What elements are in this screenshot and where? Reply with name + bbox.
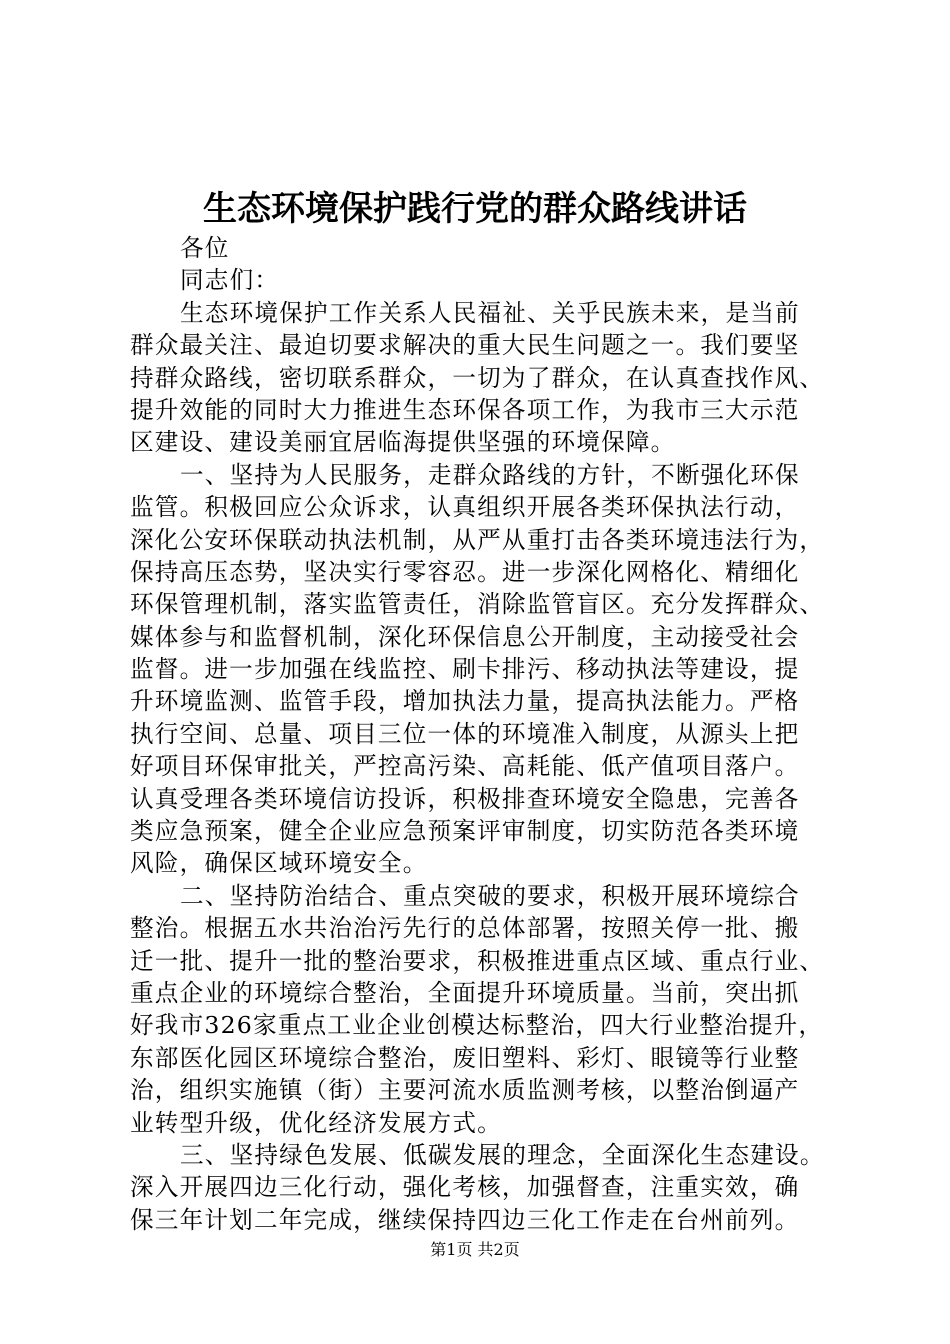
text-line: 类应急预案，健全企业应急预案评审制度，切实防范各类环境 [130, 817, 800, 846]
text-line: 保持高压态势，坚决实行零容忍。进一步深化网格化、精细化 [130, 557, 800, 586]
text-line: 风险，确保区域环境安全。 [130, 849, 428, 878]
text-line: 深入开展四边三化行动，强化考核，加强督查，注重实效，确 [130, 1173, 800, 1202]
text-line: 同志们： [180, 266, 280, 295]
text-line: 一、坚持为人民服务，走群众路线的方针，不断强化环保 [180, 460, 800, 489]
text-line: 迁一批、提升一批的整治要求，积极推进重点区域、重点行业、 [130, 946, 825, 975]
text-line: 重点企业的环境综合整治，全面提升环境质量。当前，突出抓 [130, 978, 800, 1007]
text-line: 媒体参与和监督机制，深化环保信息公开制度，主动接受社会 [130, 622, 800, 651]
text-line: 持群众路线，密切联系群众，一切为了群众，在认真查找作风、 [130, 363, 825, 392]
text-line: 整治。根据五水共治治污先行的总体部署，按照关停一批、搬 [130, 914, 800, 943]
text-line: 提升效能的同时大力推进生态环保各项工作，为我市三大示范 [130, 395, 800, 424]
text-line: 东部医化园区环境综合整治，废旧塑料、彩灯、眼镜等行业整 [130, 1043, 800, 1072]
text-line: 好我市326家重点工业企业创模达标整治，四大行业整治提升， [130, 1011, 824, 1040]
text-line: 二、坚持防治结合、重点突破的要求，积极开展环境综合 [180, 881, 800, 910]
page-footer: 第1页 共2页 [430, 1240, 520, 1259]
text-line: 三、坚持绿色发展、低碳发展的理念，全面深化生态建设。 [180, 1140, 825, 1169]
text-line: 区建设、建设美丽宜居临海提供坚强的环境保障。 [130, 428, 676, 457]
text-line: 保三年计划二年完成，继续保持四边三化工作走在台州前列。 [130, 1205, 800, 1234]
text-line: 好项目环保审批关，严控高污染、高耗能、低产值项目落户。 [130, 752, 800, 781]
text-line: 环保管理机制，落实监管责任，消除监管盲区。充分发挥群众、 [130, 590, 825, 619]
text-line: 生态环境保护工作关系人民福祉、关乎民族未来，是当前 [180, 298, 800, 327]
text-line: 升环境监测、监管手段，增加执法力量，提高执法能力。严格 [130, 687, 800, 716]
document-body [130, 232, 842, 1236]
text-line: 监管。积极回应公众诉求，认真组织开展各类环保执法行动， [130, 493, 800, 522]
text-line: 认真受理各类环境信访投诉，积极排查环境安全隐患，完善各 [130, 784, 800, 813]
text-line: 各位 [180, 234, 230, 262]
text-line: 业转型升级，优化经济发展方式。 [130, 1108, 502, 1137]
text-line: 群众最关注、最迫切要求解决的重大民生问题之一。我们要坚 [130, 331, 800, 360]
document-title: 生态环境保护践行党的群众路线讲话 [203, 189, 747, 229]
text-line: 执行空间、总量、项目三位一体的环境准入制度，从源头上把 [130, 719, 800, 748]
text-line: 治，组织实施镇（街）主要河流水质监测考核，以整治倒逼产 [130, 1076, 800, 1105]
text-line: 监督。进一步加强在线监控、刷卡排污、移动执法等建设，提 [130, 655, 800, 684]
text-line: 深化公安环保联动执法机制，从严从重打击各类环境违法行为， [130, 525, 825, 554]
